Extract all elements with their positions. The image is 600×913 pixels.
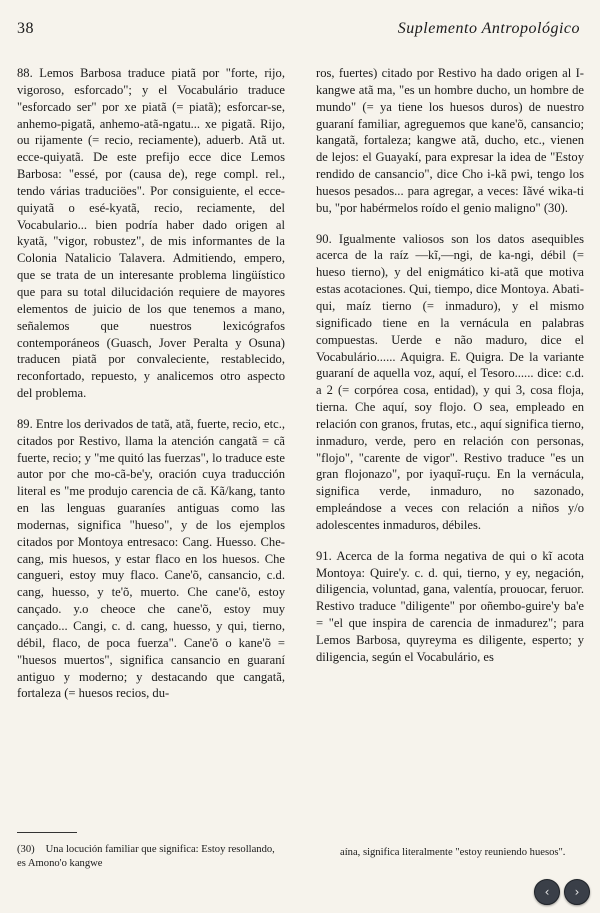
footnote-30 <box>17 843 285 871</box>
paragraph-88: 88. Lemos Barbosa traduce piatã por "forte, rijo, vigoroso, esforcado"; y el Vocabulário traduce "esforcado ser" por xe piatã (= piatã); esforcar-se, anhemo-pigatã, anhemo-atã-ngatu... xe pigatã. Rijo, ou rijamente (= recio, reciamente), aduerb. Atã ut. ecce-quiyatã. De este prefijo ecce dice Lemos Barbosa: "essé, por (causa de), rege compl. rel., tendo várias traduciöes". Por consiguiente, el ecce-quiyatã o esé-kyatã, recio, reciamente, del Vocabulario... bien podría haber dado origen al kyatã, "vigor, robustez", de mis informantes de la Colonia Natalicio Talavera. Admitiendo, empero, que se trata de un interesante problema lingüístico que para su total dilucidación requiere de mayores elementos de juicio de los que tenemos a mano, señalemos que nuestros lexicógrafos contemporáneos (Guasch, Jover Peralta y Osuna) traducen piatã por convaleciente, restablecido, reconfortado, repuesto, y analicemos otro aspecto del problema. <box>17 66 285 401</box>
left-column <box>17 65 285 714</box>
footnote-continuation: aína, significa literalmente "estoy reuniendo huesos". <box>340 847 566 858</box>
paragraph-90: 90. Igualmente valiosos son los datos asequibles acerca de la raíz —kĩ,—ngi, de ka-ngi, débil (= hueso tierno), y del enigmático ki-atã que motiva estas acotaciones. Qui, tiempo, dice Montoya. Abati-qui, maíz tierno (= inmaduro), y el mismo significado tiene en la vernácula en palabras compuestas. Uerde e não maduro, dice el Vocabulário...... Aquigra. E. Quigra. De la variante guaraní de aquella voz, aquí, el Tesoro...... dice: c.d. a 2 (= corpórea cosa, entidad), y qui 3, cosa floja, tierna. Che aquí, soy flojo. O sea, empleado en relación con granos, frutas, etc., aquí significa tierno, inmaduro, verde, pero en relación con personas, "flojo", "carente de vigor". Restivo traduce "es un gran flojonazo", por iyaquĩ-ruçu. En la vernácula, significa verde, inmaduro, no sazonado, empleándose a veces con relación a niños y/o adolescentes inmaduros, débiles. <box>316 231 584 532</box>
chevron-right-icon: › <box>574 885 580 899</box>
page-navigation <box>534 879 590 905</box>
footnote-mark: (30) <box>17 844 35 855</box>
chevron-left-icon: ‹ <box>544 885 550 899</box>
right-column <box>316 65 584 678</box>
previous-page-button[interactable] <box>534 879 560 905</box>
footnote-text: Una locución familiar que significa: Estoy resollando, es Amono'o kangwe <box>17 844 275 869</box>
paragraph-89: 89. Entre los derivados de tatã, atã, fuerte, recio, etc., citados por Restivo, llama la atención cangatã = cã fuerte, recio; y "me quitó las fuerzas", lo traduce este autor por che mo-cã-be'y, oración cuya traducción literal es "me produjo carencia de cã. Kã/kang, tanto en las lenguas guaraníes antiguas como las modernas, significa "hueso", y de los ejemplos citados por Montoya entresaco: Cang. Huesso. Che-cang, mis huesos, y estar flaco en los huesos. Che cangueri, estoy muy flaco. Cane'õ, cansancio, c.d. cang, huesso, y te'õ, muerto. Che cane'õ, estoy cançado. y.o cheoce che cane'õ, estoy muy cançado... Cangi, c. d. cang, huesso, y qui, tierno, débil, flaco, de poca fuerza". Cane'õ o kane'õ = "huesos muertos", significa cansancio en guaraní antiguo y moderno; y destacando que cangatã, fortaleza (= huesos recios, du- <box>17 416 285 701</box>
paragraph-89-continued: ros, fuertes) citado por Restivo ha dado origen al I-kangwe atã ma, "es un hombre ducho, un hombre de mundo" (= ya tiene los huesos duros) de nuestro guaraní familiar, agreguemos que kane'õ, cansancio; kangatã, fortaleza; kangwe atã, ducho, etc., vienen de lejos: el Guayakí, para expresar la idea de "Estoy rendido de cansancio", dice Cho i-kã pwi, tengo los huesos pesados... para agregar, a veces: Iãvé wika-ti bu, "por habérmelos roído el genio maligno" (30). <box>316 66 584 215</box>
footnote-divider <box>17 832 77 833</box>
running-title: Suplemento Antropológico <box>397 20 580 37</box>
next-page-button[interactable] <box>564 879 590 905</box>
paragraph-91: 91. Acerca de la forma negativa de qui o kĩ acota Montoya: Quire'y. c. d. qui, tierno, y ey, negación, diligencia, voluntad, gana, valentía, prouocar, feruor. Restivo traduce "diligente" por oñembo-guire'y ba'e = "el que inspira de carencia de inmadurez"; para Lemos Barbosa, quyreyma es diligente, esperto; y diligencia, según el Vocabulário, es <box>316 548 584 664</box>
page-number: 38 <box>17 20 34 37</box>
